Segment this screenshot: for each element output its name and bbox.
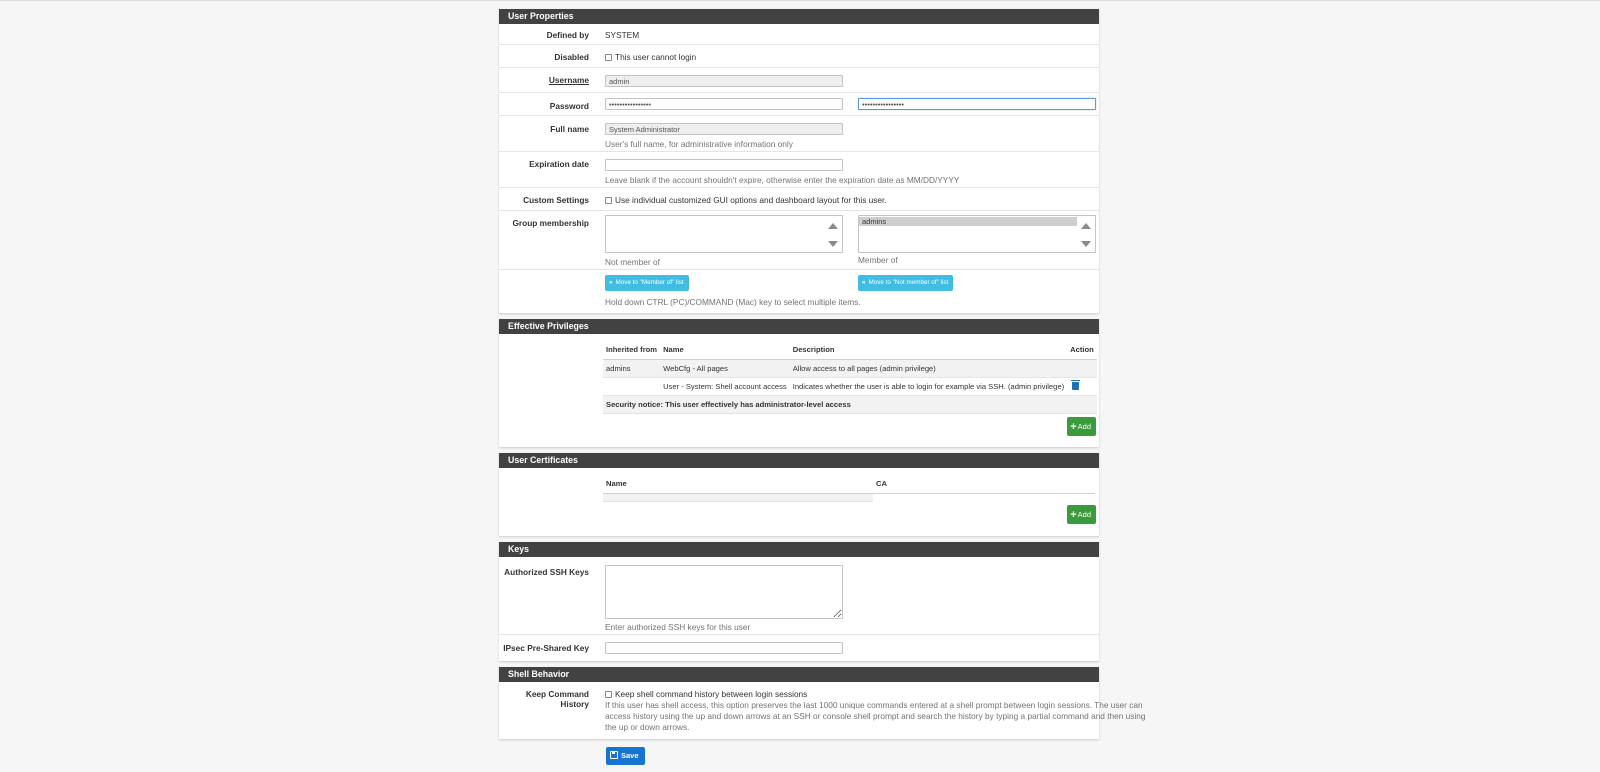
move-to-not-member-label: Move to "Not member of" list <box>868 279 949 286</box>
full-name-input[interactable] <box>605 123 843 135</box>
expiration-date-row <box>499 152 1099 188</box>
table-row <box>603 493 1095 501</box>
security-notice-row <box>603 395 1097 413</box>
full-name-help: User's full name, for administrative information only <box>605 139 793 149</box>
move-to-member-label: Move to "Member of" list <box>615 279 684 286</box>
form-actions <box>499 745 1099 765</box>
disabled-checkbox-label: This user cannot login <box>615 52 697 62</box>
password-input[interactable] <box>605 98 843 110</box>
table-row <box>603 377 1097 395</box>
user-edit-form <box>499 9 1146 765</box>
member-option-admins[interactable]: admins <box>859 217 1077 226</box>
member-label: Member of <box>858 255 898 265</box>
trash-icon[interactable] <box>1072 382 1079 390</box>
disabled-checkbox[interactable] <box>605 54 612 61</box>
col-name: Name <box>660 340 790 359</box>
keep-command-history-checkbox[interactable] <box>605 691 612 698</box>
user-certificates-panel <box>499 453 1099 536</box>
row-inherited <box>603 377 660 395</box>
plus-icon: + <box>1070 509 1077 521</box>
keep-command-history-label: Keep Command History <box>525 689 589 709</box>
ipsec-psk-input[interactable] <box>605 642 843 654</box>
user-certificates-header: User Certificates <box>499 453 1099 468</box>
double-chevron-left-icon: « <box>862 279 866 286</box>
defined-by-row <box>499 24 1099 45</box>
expiration-date-label: Expiration date <box>529 159 589 169</box>
password-row <box>499 93 1099 116</box>
custom-settings-checkbox-label: Use individual customized GUI options and dashboard layout for this user. <box>615 195 887 205</box>
move-to-not-member-button[interactable] <box>858 275 953 291</box>
disabled-row <box>499 45 1099 68</box>
authorized-ssh-keys-row <box>499 557 1099 635</box>
double-chevron-right-icon: » <box>609 279 613 286</box>
scroll-down-icon[interactable] <box>828 241 838 247</box>
row-description: Allow access to all pages (admin privilege) <box>790 359 1067 377</box>
member-select[interactable] <box>858 215 1096 253</box>
expiration-date-help: Leave blank if the account shouldn't expire, otherwise enter the expiration date as MM/DD/YYYY <box>605 175 960 185</box>
ipsec-psk-row <box>499 635 1099 660</box>
defined-by-label: Defined by <box>546 30 589 40</box>
password-confirm-input[interactable] <box>858 98 1096 110</box>
group-membership-help: Hold down CTRL (PC)/COMMAND (Mac) key to select multiple items. <box>605 297 861 307</box>
group-membership-row <box>499 211 1099 310</box>
password-label: Password <box>549 101 589 111</box>
table-row <box>603 359 1097 377</box>
authorized-ssh-keys-help: Enter authorized SSH keys for this user <box>605 622 751 632</box>
scroll-up-icon[interactable] <box>1081 223 1091 229</box>
save-button[interactable] <box>606 747 645 765</box>
effective-privileges-panel <box>499 319 1099 447</box>
row-name: User - System: Shell account access <box>660 377 790 395</box>
disabled-label: Disabled <box>554 52 589 62</box>
username-label: Username <box>548 75 589 85</box>
add-certificate-button[interactable] <box>1067 505 1096 524</box>
defined-by-value: SYSTEM <box>605 30 640 40</box>
add-privilege-label: Add <box>1077 422 1091 431</box>
user-properties-header: User Properties <box>499 9 1099 24</box>
divider <box>499 269 1099 270</box>
security-notice: Security notice: This user effectively has administrator-level access <box>603 395 1097 413</box>
add-certificate-label: Add <box>1077 510 1091 519</box>
group-membership-label: Group membership <box>512 218 589 228</box>
keys-header: Keys <box>499 542 1099 557</box>
not-member-label: Not member of <box>605 257 660 267</box>
keys-panel <box>499 542 1099 661</box>
not-member-select[interactable] <box>605 215 843 253</box>
effective-privileges-header: Effective Privileges <box>499 319 1099 334</box>
username-input[interactable] <box>605 75 843 87</box>
add-privilege-button[interactable] <box>1067 417 1096 436</box>
shell-behavior-panel <box>499 667 1146 739</box>
floppy-disk-icon <box>610 751 618 759</box>
col-description: Description <box>790 340 1067 359</box>
custom-settings-row <box>499 188 1099 211</box>
scroll-up-icon[interactable] <box>828 223 838 229</box>
scroll-down-icon[interactable] <box>1081 241 1091 247</box>
col-action: Action <box>1067 340 1097 359</box>
certificates-table <box>603 474 1095 502</box>
keep-command-history-checkbox-label: Keep shell command history between login sessions <box>615 689 808 699</box>
privileges-table <box>603 340 1097 414</box>
top-border <box>0 0 1600 1</box>
keep-command-history-help-line-3: the up or down arrows. <box>605 722 690 732</box>
plus-icon: + <box>1070 421 1077 433</box>
col-ca: CA <box>873 474 1095 493</box>
row-inherited: admins <box>603 359 660 377</box>
row-name: WebCfg - All pages <box>660 359 790 377</box>
expiration-date-input[interactable] <box>605 159 843 171</box>
custom-settings-label: Custom Settings <box>523 195 589 205</box>
col-inherited-from: Inherited from <box>603 340 660 359</box>
user-properties-panel <box>499 9 1099 313</box>
col-cert-name: Name <box>603 474 873 493</box>
ipsec-psk-label: IPsec Pre-Shared Key <box>503 643 589 653</box>
authorized-ssh-keys-textarea[interactable] <box>605 565 843 619</box>
shell-behavior-header: Shell Behavior <box>499 667 1099 682</box>
move-to-member-button[interactable] <box>605 275 689 291</box>
full-name-label: Full name <box>550 124 589 134</box>
authorized-ssh-keys-label: Authorized SSH Keys <box>504 567 589 577</box>
custom-settings-checkbox[interactable] <box>605 197 612 204</box>
row-description: Indicates whether the user is able to login for example via SSH. (admin privilege) <box>790 377 1067 395</box>
full-name-row <box>499 116 1099 152</box>
keep-command-history-help-line-2: access history using the up and down arrows at an SSH or console shell prompt and search the history by typing a partial command and then using <box>605 711 1146 721</box>
keep-command-history-help-line-1: If this user has shell access, this option preserves the last 1000 unique commands entered at a shell prompt between login sessions. The user can <box>605 700 1143 710</box>
username-row <box>499 68 1099 93</box>
save-label: Save <box>621 751 639 760</box>
